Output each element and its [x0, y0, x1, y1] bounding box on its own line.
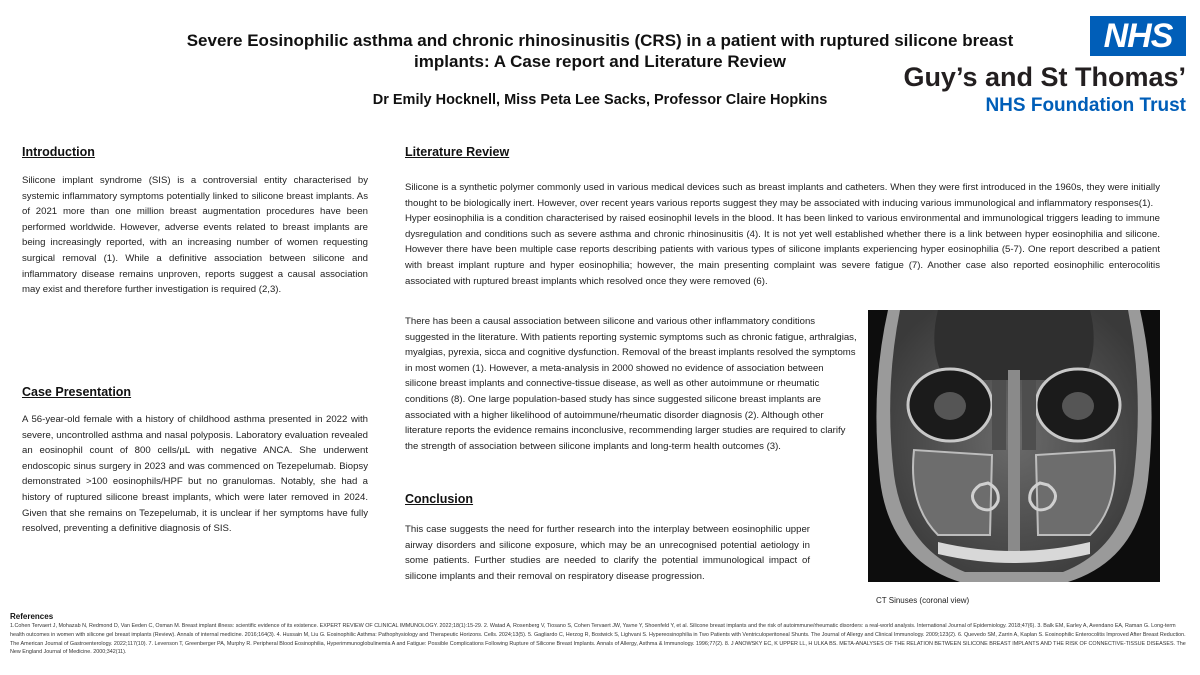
trust-name: Guy’s and St Thomas’: [903, 62, 1186, 92]
references-text: 1.Cohen Tervaert J, Mohazab N, Redmond D, Van Eeden C, Osman M. Breast implant illness: scientific evidence of its existence. EXPERT REVIEW OF CLINICAL IMMUNOLOGY. 2022;18(1):15-29. 2. Watad A, Rosenberg V, Tiosano S, Cohen Tervaert JW, Yavne Y, Shoenfeld Y, et al. Silicone breast implants and the risk of autoimmune/rheumatic disorders: a real-world analysis. International Journal of Epidemiology. 2018;47(6). 3. Balk EM, Earley A, Avendano EA, Raman G. Long-term health outcomes in women with silicone gel breast implants (Review). Annals of internal medicine. 2016;164(3). 4. Hussain M, Liu G. Eosinophilic Asthma: Pathophysiology and Therapeutic Horizons. Cells. 2024;13(5). 5. Gagliardo C, Herzog R, Bostwick S, Lighvani S. Hypereosinophilia in Two Patients with Ventriculoperitoneal Shunts. The Journal of Allergy and Clinical Immunology. 2009;123(2). 6. Quevedo SM, Zarrin A, Kaplan S. Eosinophilic Enterocolitis Improved After Breast Reduction. The American Journal of Gastroenterology. 2022;117(10). 7. Levenson T, Greenberger PA, Murphy R. Peripheral Blood Eosinophilia, Hyperimmunoglobulinemia A and Fatigue: Possible Complications Following Rupture of Silicone Breast Implants. Annals of Allergy, Asthma & Immunology. 1996;77(2). 8. J ANOWSKY EC, K UPPER LL, H ULKA BS. META-ANALYSES OF THE RELATION BETWEEN SILICONE BREAST IMPLANTS AND THE RISK OF CONNECTIVE-TISSUE DISEASES. The New England Journal of Medicine. 2000;342(11).: [10, 623, 1186, 656]
literature-review-body-top: [405, 180, 1160, 289]
case-presentation-text: A 56-year-old female with a history of childhood asthma presented in 2022 with severe, uncontrolled asthma and nasal polyposis. Laboratory evaluation revealed an eosinophil count of 800 cells/µL with negative ANCA. She underwent endoscopic sinus surgery in 2023 and was commenced on Tezepelumab. Biopsy demonstrated >100 eosinophils/HPF but no granulomas. Notably, she had a history of ruptured silicone breast implants, which were later removed in 2024. Given that she remains on Tezepelumab, it is unclear if her symptoms have fully resolved, preventing a definitive diagnosis of SIS.: [22, 414, 368, 535]
conclusion-heading: Conclusion: [405, 492, 474, 506]
poster-authors: Dr Emily Hocknell, Miss Peta Lee Sacks, Professor Claire Hopkins: [372, 92, 828, 108]
literature-review-paragraph-2: Hyper eosinophilia is a condition characterised by raised eosinophil levels in the blood. It has been linked to various environmental and immunological triggers leading to immune dysregulation and conditions such as severe asthma and chronic rhinosinusitis (4). It is not yet well established whether there is a link between hyper eosinophilia and silicone. However there have been multiple case reports describing patients with various types of silicone implants experiencing hyper eosinophilia (5-7). One report described a patient with breast implant rupture and hyper eosinophilia; however, the main presenting complaint was severe fatigue (7). Another case also reported eosinophilic enterocolitis associated with ruptured breast implants which resolved once they were removed (6).: [405, 213, 1160, 287]
ct-scan-image: [868, 310, 1160, 582]
literature-review-heading: Literature Review: [405, 145, 510, 159]
poster-title: Severe Eosinophilic asthma and chronic rhinosinusitis (CRS) in a patient with ruptured silicone breast implants: A Case report and Literature Review: [186, 31, 1014, 71]
conclusion-text: This case suggests the need for further research into the interplay between eosinophilic upper airway disorders and silicone exposure, which may be an unrecognised potential aetiology in some patients. Further studies are needed to clarify the potential immunological impact of silicone implants and their removal on respiratory disease progression.: [405, 524, 810, 582]
case-presentation-heading: Case Presentation: [22, 385, 132, 399]
literature-review-paragraph-3: There has been a causal association between silicone and various other inflammatory conditions suggested in the literature. With patients reporting systemic symptoms such as chronic fatigue, arthralgias, myalgias, pyrexia, sicca and cognitive dysfunction. Removal of the breast implants resolved the symptoms in most women (1). However, a meta-analysis in 2000 showed no evidence of association between silicone breast implants and connective-tissue disease, as well as other autoimmune or rheumatic conditions (8). One large population-based study has since suggested silicone breast implants are associated with a higher likelihood of autoimmune/rheumatic disorder diagnosis (2). Although other literature reports the evidence remains inconclusive, recommending larger studies are required to clarify the strength of association between silicone implants and long-term health outcomes (3).: [405, 316, 857, 452]
introduction-text: Silicone implant syndrome (SIS) is a controversial entity characterised by systemic inflammatory symptoms potentially linked to silicone breast implants. As of 2021 more than one million breast augmentation procedures have been performed worldwide. However, adverse events related to breast implants are being increasingly reported, with an increasing number of women requesting surgical removal (1). While a definitive association between silicone and inflammatory disease remains unproven, reports suggest a causal association may exist and therefore further investigation is required (2,3).: [22, 175, 368, 296]
trust-subtitle: NHS Foundation Trust: [985, 95, 1186, 116]
figure-caption: CT Sinuses (coronal view): [876, 596, 970, 605]
literature-review-paragraph-1: Silicone is a synthetic polymer commonly used in various medical devices such as breast implants and catheters. When they were first introduced in the 1960s, they were initially thought to be biologically inert. However, over recent years various reports suggest they may be associated with inducing various immunological and inflammatory responses(1).: [405, 182, 1160, 209]
nhs-logo: NHS: [1090, 16, 1186, 56]
references-heading: References: [10, 612, 54, 621]
ct-scan-drawing: [868, 310, 1160, 582]
introduction-heading: Introduction: [22, 145, 95, 159]
